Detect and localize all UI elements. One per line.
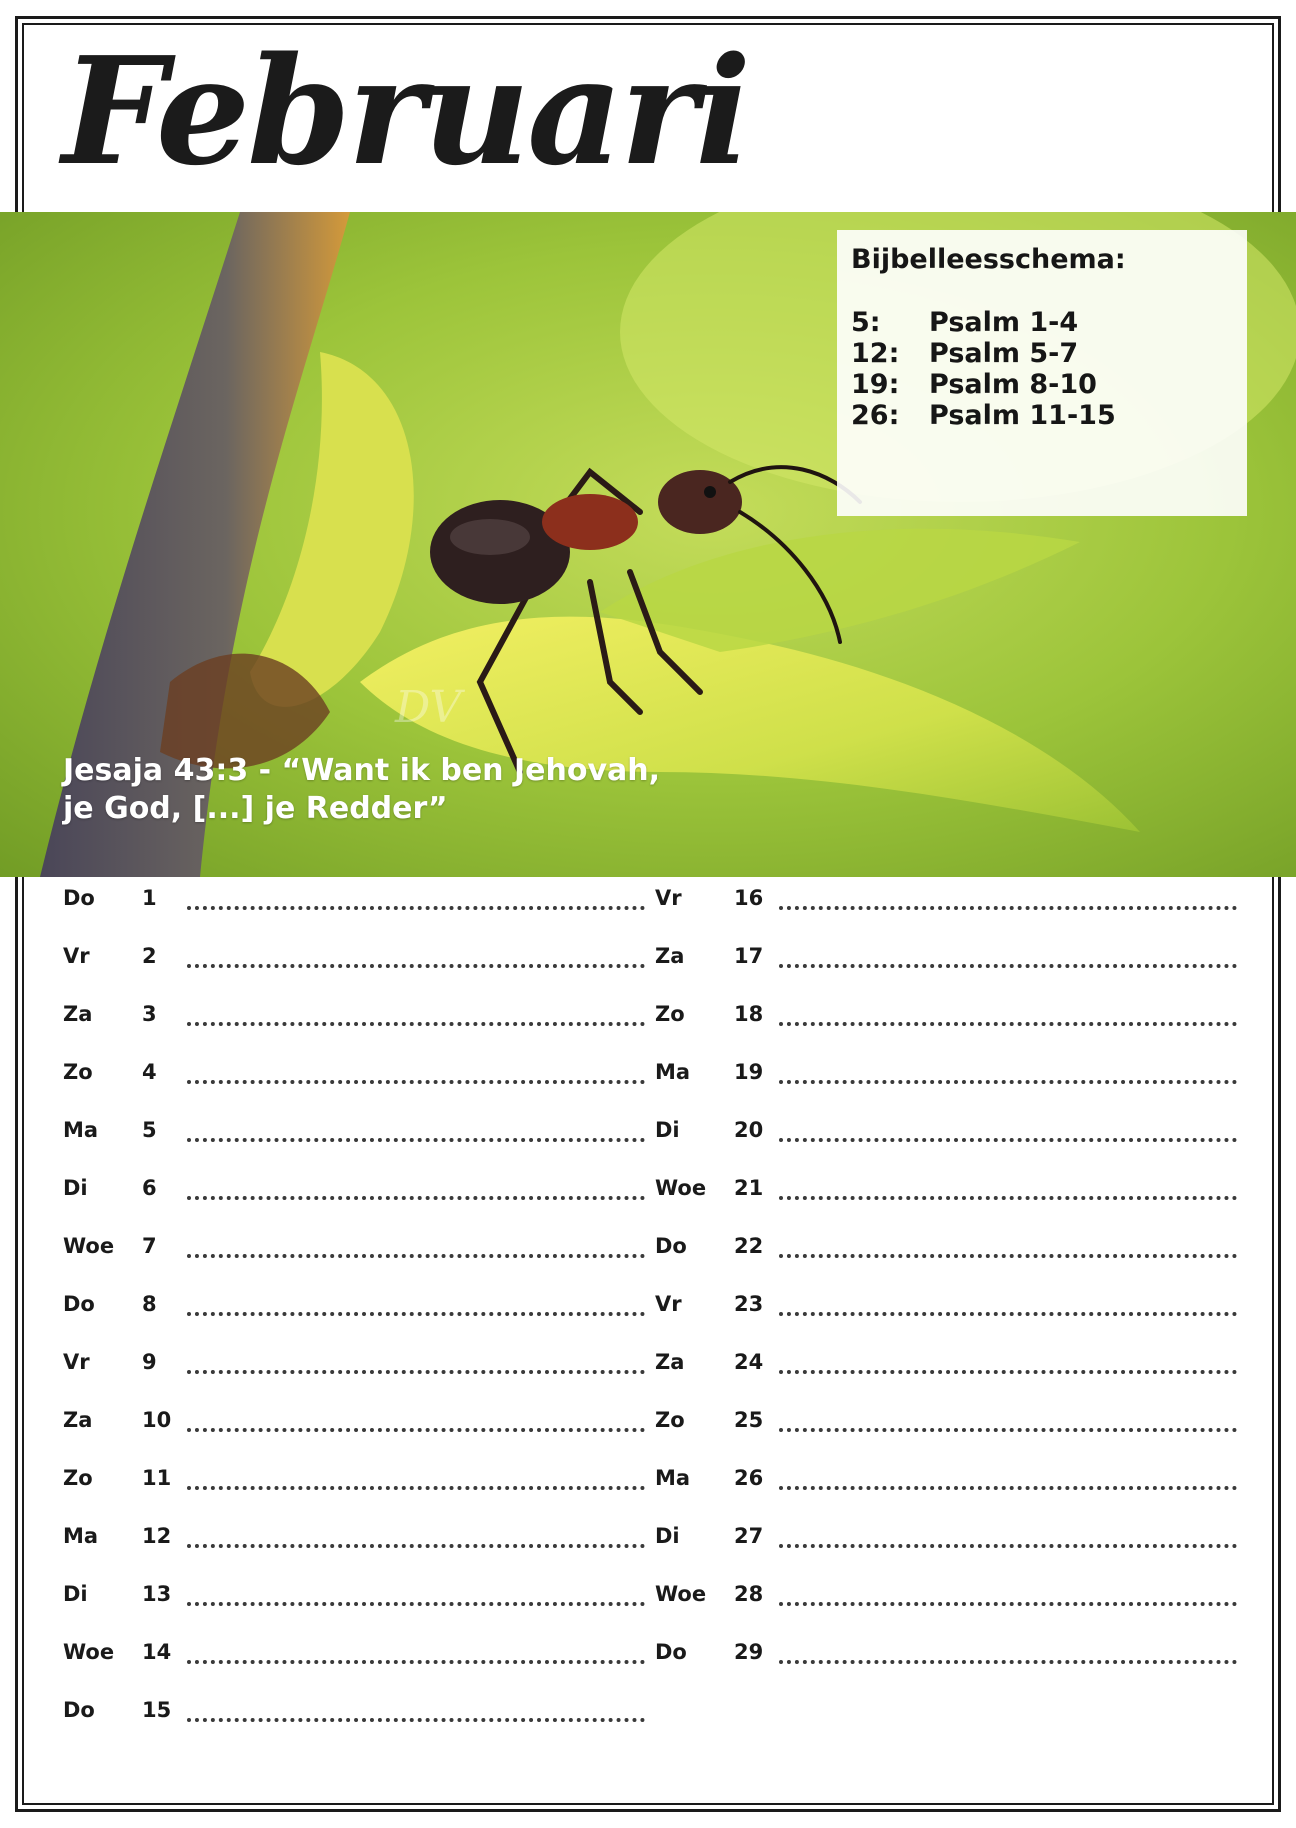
writing-line[interactable] bbox=[779, 1022, 1237, 1026]
verse-line-1: Jesaja 43:3 - “Want ik ben Jehovah, bbox=[63, 753, 660, 788]
month-title: Februari bbox=[62, 24, 749, 198]
writing-line[interactable] bbox=[187, 906, 645, 910]
day-row bbox=[655, 1170, 1245, 1210]
day-row bbox=[63, 996, 653, 1036]
verse-line-2: je God, [...] je Redder” bbox=[63, 791, 448, 826]
day-row bbox=[63, 880, 653, 920]
day-number: 23 bbox=[734, 1292, 764, 1316]
day-number: 4 bbox=[142, 1060, 157, 1084]
day-row bbox=[63, 1170, 653, 1210]
day-row bbox=[63, 1228, 653, 1268]
schedule-reading: Psalm 1-4 bbox=[929, 307, 1079, 338]
schedule-date: 5: bbox=[851, 307, 881, 338]
day-row bbox=[63, 1518, 653, 1558]
day-number: 18 bbox=[734, 1002, 764, 1026]
writing-line[interactable] bbox=[187, 1080, 645, 1084]
schedule-reading: Psalm 8-10 bbox=[929, 369, 1097, 400]
day-of-week: Do bbox=[63, 1698, 95, 1722]
day-of-week: Zo bbox=[655, 1408, 685, 1432]
day-of-week: Ma bbox=[63, 1118, 99, 1142]
writing-line[interactable] bbox=[187, 964, 645, 968]
day-of-week: Za bbox=[655, 944, 685, 968]
day-number: 3 bbox=[142, 1002, 157, 1026]
schedule-item bbox=[851, 369, 1233, 400]
writing-line[interactable] bbox=[779, 1486, 1237, 1490]
day-of-week: Ma bbox=[63, 1524, 99, 1548]
day-number: 6 bbox=[142, 1176, 157, 1200]
writing-line[interactable] bbox=[779, 1196, 1237, 1200]
writing-line[interactable] bbox=[187, 1428, 645, 1432]
day-number: 28 bbox=[734, 1582, 764, 1606]
day-number: 9 bbox=[142, 1350, 157, 1374]
day-of-week: Za bbox=[655, 1350, 685, 1374]
writing-line[interactable] bbox=[779, 1138, 1237, 1142]
day-of-week: Di bbox=[63, 1176, 88, 1200]
day-row bbox=[63, 1634, 653, 1674]
day-of-week: Za bbox=[63, 1002, 93, 1026]
writing-line[interactable] bbox=[187, 1022, 645, 1026]
schedule-reading: Psalm 5-7 bbox=[929, 338, 1079, 369]
day-row bbox=[655, 1344, 1245, 1384]
day-number: 14 bbox=[142, 1640, 172, 1664]
day-of-week: Di bbox=[63, 1582, 88, 1606]
day-number: 7 bbox=[142, 1234, 157, 1258]
writing-line[interactable] bbox=[187, 1602, 645, 1606]
day-row bbox=[63, 1054, 653, 1094]
ant-eye bbox=[704, 486, 716, 498]
schedule-reading: Psalm 11-15 bbox=[929, 400, 1116, 431]
reading-schedule-box bbox=[837, 230, 1247, 516]
day-number: 24 bbox=[734, 1350, 764, 1374]
day-row bbox=[655, 880, 1245, 920]
writing-line[interactable] bbox=[779, 1254, 1237, 1258]
day-row bbox=[655, 1228, 1245, 1268]
day-number: 17 bbox=[734, 944, 764, 968]
day-of-week: Zo bbox=[63, 1466, 93, 1490]
schedule-item bbox=[851, 338, 1233, 369]
day-row bbox=[655, 1576, 1245, 1616]
day-row bbox=[63, 1692, 653, 1732]
day-row bbox=[63, 1344, 653, 1384]
schedule-date: 26: bbox=[851, 400, 900, 431]
day-number: 20 bbox=[734, 1118, 764, 1142]
day-of-week: Do bbox=[655, 1234, 687, 1258]
writing-line[interactable] bbox=[779, 1370, 1237, 1374]
day-number: 22 bbox=[734, 1234, 764, 1258]
day-number: 25 bbox=[734, 1408, 764, 1432]
day-of-week: Woe bbox=[655, 1176, 707, 1200]
day-number: 26 bbox=[734, 1466, 764, 1490]
day-of-week: Vr bbox=[655, 886, 682, 910]
schedule-heading: Bijbelleesschema: bbox=[851, 244, 1126, 275]
writing-line[interactable] bbox=[779, 1544, 1237, 1548]
day-row bbox=[63, 1402, 653, 1442]
day-row bbox=[63, 1286, 653, 1326]
day-of-week: Zo bbox=[655, 1002, 685, 1026]
day-row bbox=[655, 1634, 1245, 1674]
day-of-week: Vr bbox=[655, 1292, 682, 1316]
day-row bbox=[655, 1054, 1245, 1094]
day-of-week: Woe bbox=[63, 1234, 115, 1258]
writing-line[interactable] bbox=[187, 1660, 645, 1664]
writing-line[interactable] bbox=[779, 1602, 1237, 1606]
day-of-week: Vr bbox=[63, 944, 90, 968]
day-of-week: Vr bbox=[63, 1350, 90, 1374]
watermark: DV bbox=[395, 682, 462, 733]
day-row bbox=[655, 1112, 1245, 1152]
day-row bbox=[63, 1460, 653, 1500]
writing-line[interactable] bbox=[187, 1544, 645, 1548]
day-row bbox=[63, 938, 653, 978]
writing-line[interactable] bbox=[187, 1486, 645, 1490]
day-row bbox=[655, 1402, 1245, 1442]
day-row bbox=[655, 996, 1245, 1036]
day-number: 5 bbox=[142, 1118, 157, 1142]
day-number: 13 bbox=[142, 1582, 172, 1606]
day-row bbox=[655, 1286, 1245, 1326]
day-number: 12 bbox=[142, 1524, 172, 1548]
day-of-week: Do bbox=[655, 1640, 687, 1664]
schedule-date: 12: bbox=[851, 338, 900, 369]
day-of-week: Woe bbox=[63, 1640, 115, 1664]
day-row bbox=[655, 938, 1245, 978]
writing-line[interactable] bbox=[779, 964, 1237, 968]
day-number: 15 bbox=[142, 1698, 172, 1722]
day-of-week: Za bbox=[63, 1408, 93, 1432]
day-of-week: Zo bbox=[63, 1060, 93, 1084]
day-of-week: Di bbox=[655, 1118, 680, 1142]
writing-line[interactable] bbox=[187, 1718, 645, 1722]
writing-line[interactable] bbox=[187, 1370, 645, 1374]
day-number: 1 bbox=[142, 886, 157, 910]
writing-line[interactable] bbox=[779, 1080, 1237, 1084]
writing-line[interactable] bbox=[779, 1312, 1237, 1316]
day-number: 16 bbox=[734, 886, 764, 910]
schedule-item bbox=[851, 400, 1233, 431]
verse-text bbox=[63, 752, 703, 828]
schedule-date: 19: bbox=[851, 369, 900, 400]
day-of-week: Do bbox=[63, 886, 95, 910]
day-number: 21 bbox=[734, 1176, 764, 1200]
writing-line[interactable] bbox=[187, 1138, 645, 1142]
writing-line[interactable] bbox=[779, 1428, 1237, 1432]
day-row bbox=[655, 1460, 1245, 1500]
writing-line[interactable] bbox=[187, 1254, 645, 1258]
day-of-week: Ma bbox=[655, 1060, 691, 1084]
day-number: 10 bbox=[142, 1408, 172, 1432]
writing-line[interactable] bbox=[187, 1196, 645, 1200]
day-of-week: Woe bbox=[655, 1582, 707, 1606]
day-number: 2 bbox=[142, 944, 157, 968]
writing-line[interactable] bbox=[779, 1660, 1237, 1664]
day-number: 27 bbox=[734, 1524, 764, 1548]
ant-abdomen-shine bbox=[450, 519, 530, 555]
day-number: 8 bbox=[142, 1292, 157, 1316]
day-of-week: Di bbox=[655, 1524, 680, 1548]
day-row bbox=[63, 1576, 653, 1616]
day-of-week: Do bbox=[63, 1292, 95, 1316]
day-number: 19 bbox=[734, 1060, 764, 1084]
day-of-week: Ma bbox=[655, 1466, 691, 1490]
day-row bbox=[655, 1518, 1245, 1558]
ant-head bbox=[658, 470, 742, 534]
day-number: 29 bbox=[734, 1640, 764, 1664]
writing-line[interactable] bbox=[187, 1312, 645, 1316]
ant-thorax bbox=[542, 494, 638, 550]
day-row bbox=[63, 1112, 653, 1152]
writing-line[interactable] bbox=[779, 906, 1237, 910]
schedule-item bbox=[851, 307, 1233, 338]
day-number: 11 bbox=[142, 1466, 172, 1490]
